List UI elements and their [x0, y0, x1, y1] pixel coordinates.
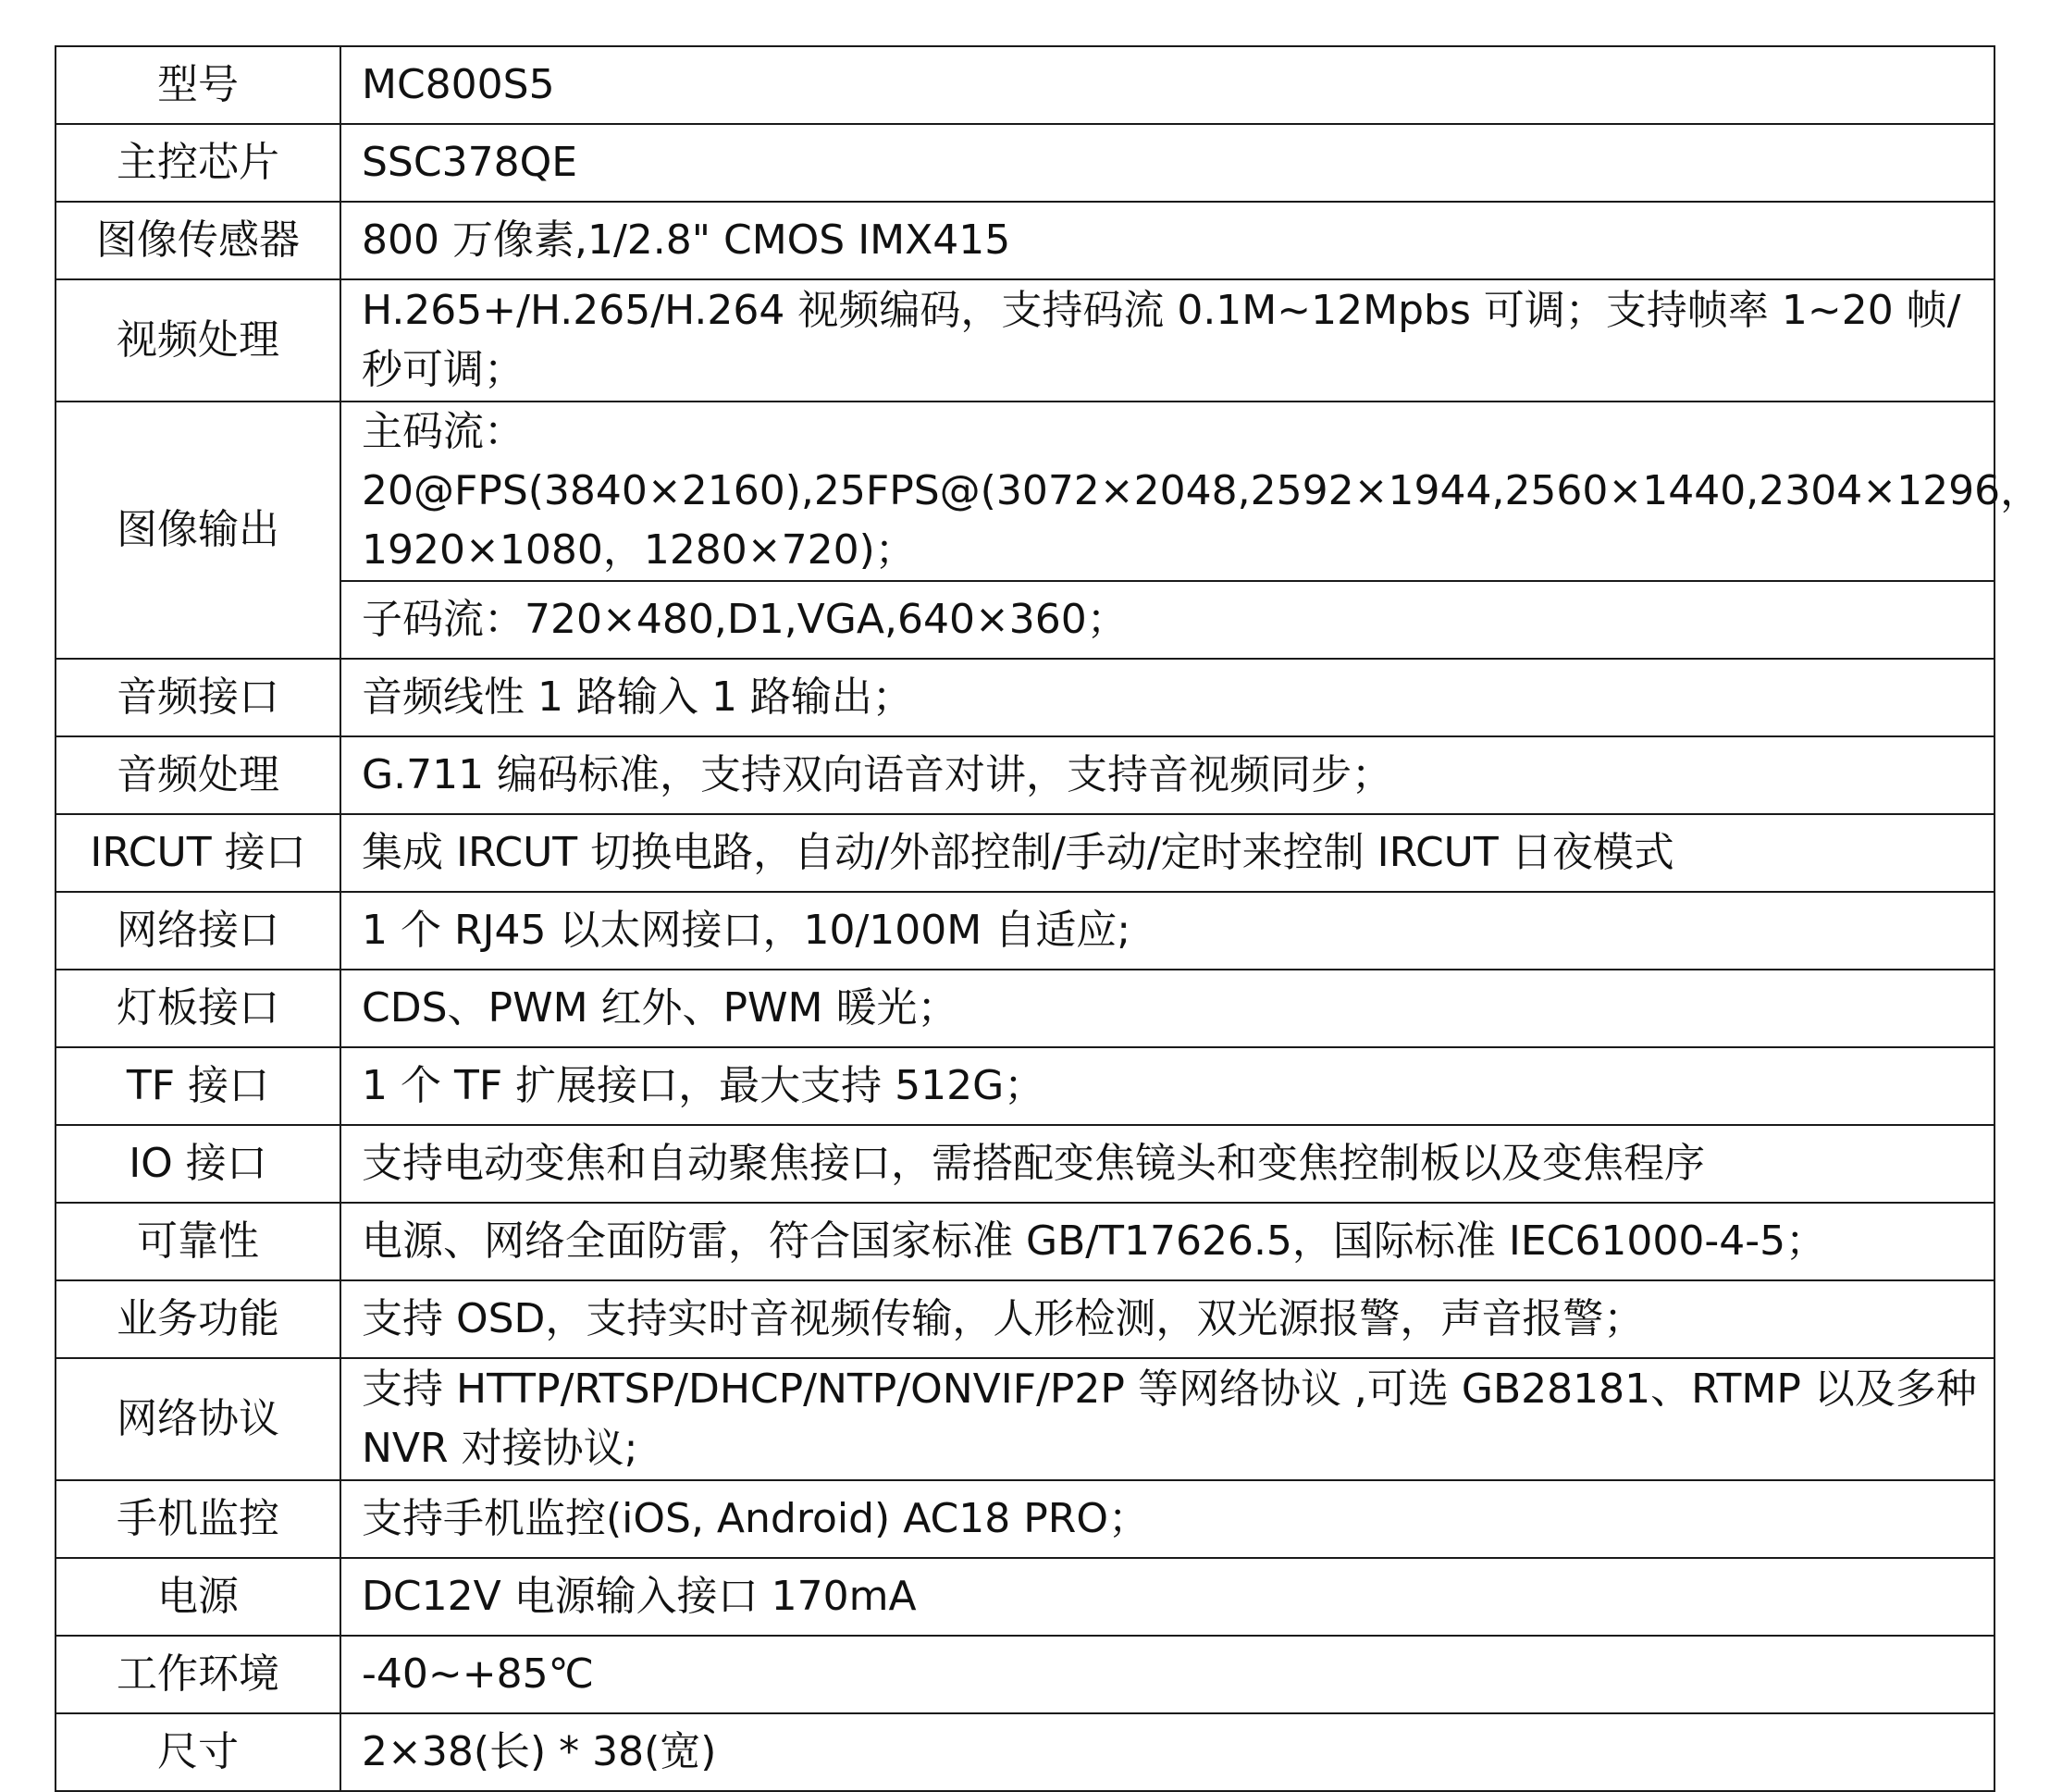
table-row: [56, 402, 1994, 581]
table-row: [56, 1713, 1994, 1791]
row-value: 支持 OSD，支持实时音视频传输，人形检测，双光源报警，声音报警；: [340, 1280, 1994, 1358]
row-label: 音频接口: [56, 659, 340, 736]
table-row: [56, 736, 1994, 814]
row-value: 支持电动变焦和自动聚焦接口，需搭配变焦镜头和变焦控制板以及变焦程序: [340, 1125, 1994, 1203]
row-label: 图像输出: [56, 402, 340, 659]
spec-table: [55, 45, 2042, 1792]
table-row: [56, 970, 1994, 1047]
table-row: [56, 1636, 1994, 1713]
table-row: [56, 202, 1994, 279]
table-row: [56, 1558, 1994, 1636]
table-row: [56, 1280, 1994, 1358]
row-value: 2×38(长) * 38(宽): [340, 1713, 1994, 1791]
row-value-sub-stream: 子码流：720×480,D1,VGA,640×360；: [340, 581, 1994, 659]
row-label: 灯板接口: [56, 970, 340, 1047]
table-row: [56, 659, 1994, 736]
row-label: 工作环境: [56, 1636, 340, 1713]
row-label: TF 接口: [56, 1047, 340, 1125]
row-label: 视频处理: [56, 279, 340, 402]
row-value: CDS、PWM 红外、PWM 暖光；: [340, 970, 1994, 1047]
table-row: [56, 581, 1994, 659]
row-value: 集成 IRCUT 切换电路，自动/外部控制/手动/定时来控制 IRCUT 日夜模式: [340, 814, 1994, 892]
row-label: 尺寸: [56, 1713, 340, 1791]
row-value: 音频线性 1 路输入 1 路输出；: [340, 659, 1994, 736]
row-value: -40~+85℃: [340, 1636, 1994, 1713]
row-label: IRCUT 接口: [56, 814, 340, 892]
row-label: 业务功能: [56, 1280, 340, 1358]
row-value: 1 个 TF 扩展接口，最大支持 512G；: [340, 1047, 1994, 1125]
table-row: [56, 1047, 1994, 1125]
row-label: 音频处理: [56, 736, 340, 814]
row-value: 支持 HTTP/RTSP/DHCP/NTP/ONVIF/P2P 等网络协议 ,可选 GB28181、RTMP 以及多种 NVR 对接协议;: [340, 1358, 1994, 1480]
row-value-main-stream: 主码流：20@FPS(3840×2160),25FPS@(3072×2048,2592×1944,2560×1440,2304×1296，1920×1080，1280×720)；: [340, 402, 1994, 581]
table-row: [56, 1480, 1994, 1558]
table-row: [56, 279, 1994, 402]
table-row: [56, 46, 1994, 124]
row-label: 主控芯片: [56, 124, 340, 202]
row-value: 1 个 RJ45 以太网接口，10/100M 自适应;: [340, 892, 1994, 970]
row-label: 手机监控: [56, 1480, 340, 1558]
row-value: H.265+/H.265/H.264 视频编码，支持码流 0.1M~12Mpbs 可调；支持帧率 1~20 帧/秒可调；: [340, 279, 1994, 402]
table-row: [56, 124, 1994, 202]
row-label: IO 接口: [56, 1125, 340, 1203]
row-label: 网络接口: [56, 892, 340, 970]
row-value: DC12V 电源输入接口 170mA: [340, 1558, 1994, 1636]
table-row: [56, 1203, 1994, 1280]
row-label: 可靠性: [56, 1203, 340, 1280]
row-value: 支持手机监控(iOS, Android) AC18 PRO；: [340, 1480, 1994, 1558]
row-value: 电源、网络全面防雷，符合国家标准 GB/T17626.5，国际标准 IEC61000-4-5；: [340, 1203, 1994, 1280]
row-label: 图像传感器: [56, 202, 340, 279]
row-value: 800 万像素,1/2.8" CMOS IMX415: [340, 202, 1994, 279]
table-row: [56, 814, 1994, 892]
row-label: 型号: [56, 46, 340, 124]
table-row: [56, 1125, 1994, 1203]
table-row: [56, 1358, 1994, 1480]
row-value: SSC378QE: [340, 124, 1994, 202]
table-row: [56, 892, 1994, 970]
row-label: 网络协议: [56, 1358, 340, 1480]
row-label: 电源: [56, 1558, 340, 1636]
row-value: MC800S5: [340, 46, 1994, 124]
row-value: G.711 编码标准，支持双向语音对讲，支持音视频同步；: [340, 736, 1994, 814]
